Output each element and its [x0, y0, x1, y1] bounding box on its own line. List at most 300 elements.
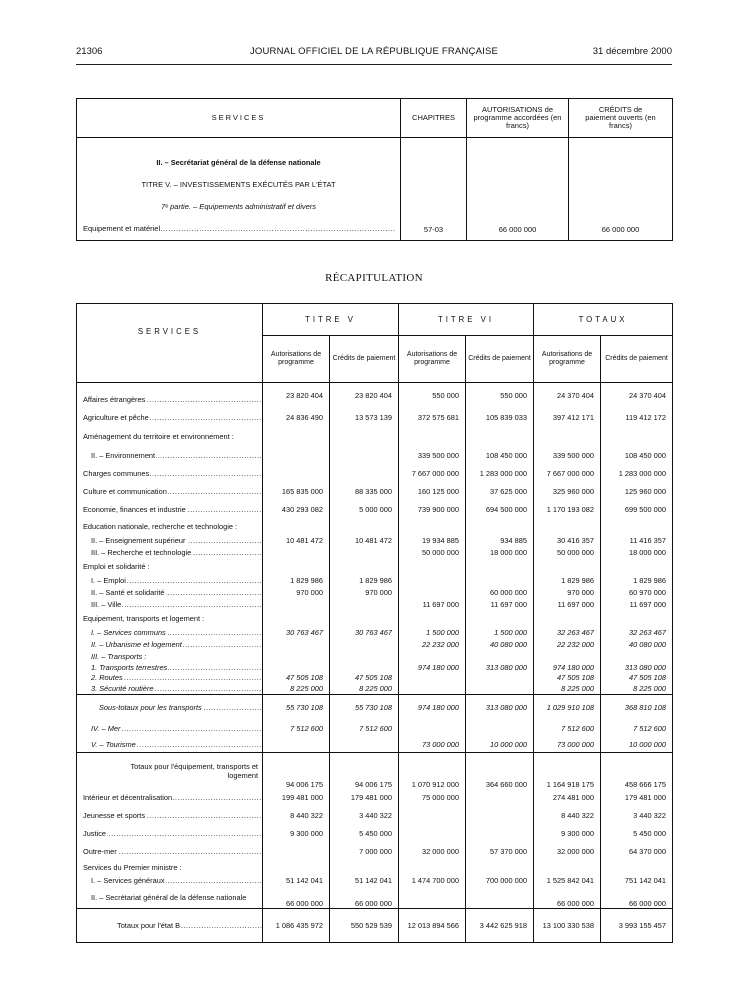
row-value [399, 721, 466, 737]
row-value: 11 697 000 [629, 600, 667, 609]
row-label: Services du Premier ministre : [83, 863, 182, 872]
row-value: 30 763 467 [330, 627, 399, 639]
row-label-cell [77, 875, 263, 887]
row-value: 694 500 000 [466, 501, 534, 519]
table-row [77, 875, 673, 887]
row-value: 700 000 000 [466, 875, 534, 887]
row-value [399, 559, 466, 575]
row-value: 368 810 108 [601, 695, 673, 721]
row-value [330, 639, 399, 651]
row-value [330, 651, 399, 663]
row-value [466, 807, 534, 825]
credits-table [76, 98, 673, 241]
row-value: 30 416 357 [534, 535, 601, 547]
table-row [77, 599, 673, 611]
row-value: 64 370 000 [629, 847, 667, 856]
row-value: 55 730 108 [330, 695, 399, 721]
row-value [330, 547, 399, 559]
row-label-cell [77, 519, 263, 535]
row-label: II. – Enseignement supérieur [91, 536, 186, 545]
table-row [77, 825, 673, 843]
row-value: 10 481 472 [263, 535, 330, 547]
row-value: 11 416 357 [629, 536, 667, 545]
row-value [399, 807, 466, 825]
row-label: Emploi et solidarité : [83, 562, 150, 571]
row-label-cell [77, 427, 263, 447]
row-label: Outre-mer [83, 847, 117, 856]
row-value [601, 519, 673, 535]
row-value: 8 225 000 [534, 683, 601, 695]
row-value: 1 500 000 [466, 627, 534, 639]
row-value: 1 070 912 000 [399, 753, 466, 789]
row-label-leader [83, 395, 262, 404]
row-label-cell [77, 447, 263, 465]
row-label-cell [77, 383, 263, 409]
row-value [534, 611, 601, 627]
row-value [263, 639, 330, 651]
row-value: 179 481 000 [624, 793, 667, 802]
row-value: 199 481 000 [263, 789, 330, 807]
row-label-cell [77, 651, 263, 663]
row-value: 397 412 171 [534, 409, 601, 427]
row-value: 7 512 600 [330, 721, 399, 737]
row-value: 970 000 [263, 587, 330, 599]
row-label: Education nationale, recherche et technologie : [83, 522, 238, 531]
row-label-cell [77, 807, 263, 825]
row-value [330, 599, 399, 611]
row-value: 105 839 033 [466, 409, 534, 427]
table-row [77, 409, 673, 427]
row-label-leader [91, 673, 262, 682]
row-label: III. – Ville [91, 600, 122, 609]
col-autorisations: Autorisations de programme [263, 336, 330, 383]
row-value: 8 225 000 [263, 683, 330, 695]
row-value [263, 547, 330, 559]
group-titre5: TITRE V [263, 304, 399, 336]
row-label-cell [77, 611, 263, 627]
row-label: Equipement et matériel [83, 224, 161, 233]
row-label: III. – Transports : [91, 652, 147, 661]
row-label: Equipement, transports et logement : [83, 614, 205, 623]
row-value [263, 447, 330, 465]
row-value [601, 651, 673, 663]
row-value: 18 000 000 [466, 547, 534, 559]
row-value: 7 512 600 [263, 721, 330, 737]
row-value: 94 006 175 [330, 753, 399, 789]
row-value: 22 232 000 [399, 639, 466, 651]
table-row [77, 721, 673, 737]
row-label: II. – Santé et solidarité [91, 588, 165, 597]
row-value: 974 180 000 [399, 663, 466, 673]
row-value: 94 006 175 [263, 753, 330, 789]
row-label: II. – Urbanisme et logement [91, 640, 182, 649]
row-value [466, 721, 534, 737]
journal-title: JOURNAL OFFICIEL DE LA RÉPUBLIQUE FRANÇAISE [249, 46, 499, 57]
row-value [534, 519, 601, 535]
row-value [399, 427, 466, 447]
row-label-cell [77, 861, 263, 875]
row-value: 47 505 108 [534, 673, 601, 683]
row-value: 974 180 000 [534, 663, 601, 673]
col-chapitres: CHAPITRES [401, 99, 467, 138]
recap-title: RÉCAPITULATION [325, 272, 423, 284]
row-value [399, 651, 466, 663]
row-label-leader [91, 576, 262, 585]
row-value: 934 885 [466, 535, 534, 547]
row-label: Justice [83, 829, 107, 838]
row-value [399, 683, 466, 695]
table-row [77, 789, 673, 807]
row-value: 24 370 404 [601, 383, 673, 409]
row-value [466, 861, 534, 875]
row-value: 550 529 539 [330, 909, 399, 943]
row-value [399, 673, 466, 683]
row-value: 19 934 885 [399, 535, 466, 547]
row-value: 1 829 986 [330, 575, 399, 587]
row-value [263, 737, 330, 753]
row-label: Jeunesse et sports [83, 811, 146, 820]
row-value: 13 100 330 538 [534, 909, 601, 943]
row-value [466, 825, 534, 843]
row-value: 11 697 000 [534, 599, 601, 611]
row-value [330, 427, 399, 447]
row-value: 1 829 986 [633, 576, 667, 585]
row-label: III. – Recherche et technologie [91, 548, 192, 557]
row-value: 10 000 000 [601, 737, 673, 753]
row-label-leader [117, 921, 262, 930]
row-value [534, 861, 601, 875]
table-row [77, 218, 400, 240]
row-value: 108 450 000 [624, 451, 667, 460]
row-label-leader [99, 703, 262, 712]
row-value: 66 000 000 [330, 887, 399, 909]
row-value: 179 481 000 [330, 789, 399, 807]
table-row [77, 547, 673, 559]
row-label-cell [77, 501, 263, 519]
row-label: Sous-totaux pour les transports [99, 703, 202, 713]
table-row [77, 683, 673, 695]
row-value: 160 125 000 [399, 483, 466, 501]
row-value: 73 000 000 [534, 737, 601, 753]
row-label-cell [77, 663, 263, 673]
row-label-cell [77, 887, 263, 909]
table-row [77, 483, 673, 501]
row-value: 66 000 000 [601, 887, 673, 909]
col-credits: CRÉDITS de paiement ouverts (en francs) [569, 99, 673, 138]
row-autorisations: 66 000 000 [467, 138, 569, 241]
row-chapitre: 57-03 [401, 138, 467, 241]
table-row [77, 559, 673, 575]
row-value: 9 300 000 [263, 825, 330, 843]
row-value: 739 900 000 [399, 501, 466, 519]
row-value: 1 474 700 000 [399, 875, 466, 887]
row-label-leader [83, 847, 262, 856]
row-label: Affaires étrangères [83, 395, 146, 405]
row-value [263, 519, 330, 535]
row-value: 32 263 467 [629, 628, 667, 637]
row-value [330, 861, 399, 875]
table-row [77, 427, 673, 447]
recap-table [76, 303, 673, 943]
row-value: 50 000 000 [399, 547, 466, 559]
page-number: 21306 [76, 46, 103, 57]
row-value: 55 730 108 [263, 695, 330, 721]
row-value: 970 000 [534, 587, 601, 599]
table-row [77, 663, 673, 673]
row-value: 165 835 000 [263, 483, 330, 501]
row-label: IV. – Mer [91, 724, 121, 733]
table-row [77, 695, 673, 721]
row-value: 12 013 894 566 [399, 909, 466, 943]
row-value: 75 000 000 [399, 789, 466, 807]
row-label: I. – Services généraux [91, 876, 165, 885]
row-value [330, 447, 399, 465]
row-label-leader [91, 600, 262, 609]
row-value: 51 142 041 [330, 875, 399, 887]
row-value [263, 861, 330, 875]
recap-body [77, 383, 673, 943]
row-value [263, 611, 330, 627]
row-value: 974 180 000 [399, 695, 466, 721]
row-value: 40 080 000 [466, 639, 534, 651]
row-value: 5 000 000 [330, 501, 399, 519]
row-label: Aménagement du territoire et environnement : [83, 432, 234, 441]
row-label: II. – Secrétariat général de la défense nationale [91, 892, 247, 902]
row-value: 3 440 322 [330, 807, 399, 825]
row-value: 7 667 000 000 [399, 465, 466, 483]
row-value: 1 029 910 108 [534, 695, 601, 721]
row-label-cell [77, 639, 263, 651]
row-value: 751 142 041 [624, 876, 667, 885]
row-value [466, 519, 534, 535]
row-label-leader [83, 829, 262, 838]
row-label-leader [91, 628, 262, 637]
row-value [466, 651, 534, 663]
row-label-leader [91, 684, 262, 693]
row-value: 3 993 155 457 [601, 909, 673, 943]
row-value: 274 481 000 [534, 789, 601, 807]
row-value: 325 960 000 [534, 483, 601, 501]
row-value: 7 667 000 000 [534, 465, 601, 483]
row-value: 32 000 000 [534, 843, 601, 861]
row-value [466, 611, 534, 627]
row-value: 50 000 000 [534, 547, 601, 559]
row-value: 11 697 000 [399, 599, 466, 611]
row-value [534, 427, 601, 447]
page-date: 31 décembre 2000 [592, 46, 672, 57]
row-value: 47 505 108 [330, 673, 399, 683]
row-label: Economie, finances et industrie [83, 505, 186, 514]
row-value [263, 427, 330, 447]
row-value: 23 820 404 [330, 383, 399, 409]
table-row [77, 639, 673, 651]
row-label: Charges communes [83, 469, 150, 478]
row-value: 458 666 175 [601, 753, 673, 789]
col-credits: Crédits de paiement [330, 336, 399, 383]
row-value: 1 283 000 000 [466, 465, 534, 483]
row-label-cell [77, 825, 263, 843]
row-label: I. – Services communs [91, 628, 166, 637]
table-row [77, 627, 673, 639]
row-label-cell [77, 721, 263, 737]
row-label-cell [77, 465, 263, 483]
row-label: 1. Transports terrestres [91, 663, 168, 672]
row-label: V. – Tourisme [91, 739, 136, 749]
row-value [399, 587, 466, 599]
row-label-cell [77, 575, 263, 587]
table-row [77, 383, 673, 409]
row-value: 8 440 322 [263, 807, 330, 825]
row-value: 73 000 000 [399, 737, 466, 753]
row-value: 313 080 000 [624, 663, 667, 672]
row-value [263, 663, 330, 673]
row-label-cell [77, 587, 263, 599]
row-value: 7 000 000 [330, 843, 399, 861]
row-value: 550 000 [466, 383, 534, 409]
row-value: 3 440 322 [633, 811, 667, 820]
row-value [263, 599, 330, 611]
table-row [77, 909, 673, 943]
row-label: Intérieur et décentralisation [83, 793, 173, 802]
row-value [399, 887, 466, 909]
row-label-cell [77, 599, 263, 611]
row-value [601, 427, 673, 447]
row-value: 339 500 000 [534, 447, 601, 465]
row-value [399, 575, 466, 587]
row-value: 8 225 000 [330, 683, 399, 695]
row-value: 47 505 108 [629, 673, 667, 682]
row-label-cell [77, 789, 263, 807]
col-credits: Crédits de paiement [605, 355, 668, 363]
row-value: 5 450 000 [633, 829, 667, 838]
row-value: 1 829 986 [534, 575, 601, 587]
row-value: 23 820 404 [263, 383, 330, 409]
row-value [330, 663, 399, 673]
row-value: 24 836 490 [263, 409, 330, 427]
table-row [77, 535, 673, 547]
table-row [77, 887, 673, 909]
col-autorisations: Autorisations de programme [399, 336, 466, 383]
row-label-leader [83, 469, 262, 478]
row-value [263, 465, 330, 483]
table-row [77, 807, 673, 825]
row-value: 66 000 000 [263, 887, 330, 909]
row-value [330, 737, 399, 753]
row-value [534, 651, 601, 663]
row-value [330, 465, 399, 483]
row-value: 1 525 842 041 [534, 875, 601, 887]
row-label-leader [83, 811, 262, 820]
row-value [399, 861, 466, 875]
row-value: 24 370 404 [534, 383, 601, 409]
row-value [399, 825, 466, 843]
row-value: 60 000 000 [466, 587, 534, 599]
row-value: 60 970 000 [629, 588, 667, 597]
row-value: 7 512 600 [534, 721, 601, 737]
row-label-cell [77, 483, 263, 501]
table-row [77, 651, 673, 663]
row-value: 11 697 000 [466, 599, 534, 611]
row-value: 22 232 000 [534, 639, 601, 651]
col-credits: Crédits de paiement [466, 336, 534, 383]
row-label: 2. Routes [91, 673, 123, 682]
row-value [534, 559, 601, 575]
row-value [330, 559, 399, 575]
table-row [77, 843, 673, 861]
row-label: Culture et communication [83, 487, 167, 496]
row-label-cell [77, 683, 263, 695]
row-value [466, 559, 534, 575]
row-label: I. – Emploi [91, 576, 126, 585]
row-value: 32 263 467 [534, 627, 601, 639]
row-value: 18 000 000 [629, 548, 667, 557]
row-value: 40 080 000 [629, 640, 667, 649]
row-value: 372 575 681 [399, 409, 466, 427]
row-label: Totaux pour l'état B [117, 921, 181, 930]
row-label-cell [77, 559, 263, 575]
row-value [466, 789, 534, 807]
row-value: 88 335 000 [330, 483, 399, 501]
row-value: 9 300 000 [534, 825, 601, 843]
row-value: 1 086 435 972 [263, 909, 330, 943]
row-label-cell [77, 673, 263, 683]
row-value: 10 481 472 [330, 535, 399, 547]
row-label-leader [83, 413, 262, 422]
row-value: 1 283 000 000 [618, 469, 667, 478]
row-label-cell [77, 409, 263, 427]
row-value [330, 519, 399, 535]
row-value [601, 861, 673, 875]
row-value: 339 500 000 [399, 447, 466, 465]
row-value [263, 843, 330, 861]
col-autorisations: AUTORISATIONS de programme accordées (en francs) [467, 99, 569, 138]
row-value: 1 164 918 175 [534, 753, 601, 789]
section-title: II. – Secrétariat général de la défense nationale [156, 158, 321, 167]
row-value: 8 225 000 [601, 683, 673, 695]
row-value [601, 559, 673, 575]
row-label-cell [77, 695, 263, 721]
row-value: 57 370 000 [466, 843, 534, 861]
row-label: Totaux pour l'équipement, transports et logement [130, 761, 258, 780]
row-value: 119 412 172 [625, 413, 667, 422]
row-label-leader [91, 548, 262, 557]
table-row [77, 861, 673, 875]
row-value [466, 575, 534, 587]
row-label-cell [77, 547, 263, 559]
group-titre6: TITRE VI [399, 304, 534, 336]
table-row [77, 519, 673, 535]
row-value: 30 763 467 [263, 627, 330, 639]
row-value: 37 625 000 [466, 483, 534, 501]
row-value: 313 080 000 [466, 695, 534, 721]
table-row [77, 753, 673, 789]
row-label: II. – Environnement [91, 451, 156, 460]
row-label: 3. Sécurité routière [91, 683, 154, 693]
row-value: 3 442 625 918 [466, 909, 534, 943]
row-value: 32 000 000 [399, 843, 466, 861]
row-label-cell [77, 535, 263, 547]
row-value [263, 559, 330, 575]
row-label-leader [91, 663, 262, 672]
row-label-leader [91, 724, 262, 733]
row-value: 1 500 000 [399, 627, 466, 639]
titre-line: TITRE V. – INVESTISSEMENTS EXÉCUTÉS PAR L'ÉTAT [141, 180, 336, 189]
row-value: 430 293 082 [263, 501, 330, 519]
row-credits: 66 000 000 [601, 225, 640, 234]
row-label-leader [83, 505, 262, 514]
table-row [77, 501, 673, 519]
row-label-leader [91, 588, 262, 597]
